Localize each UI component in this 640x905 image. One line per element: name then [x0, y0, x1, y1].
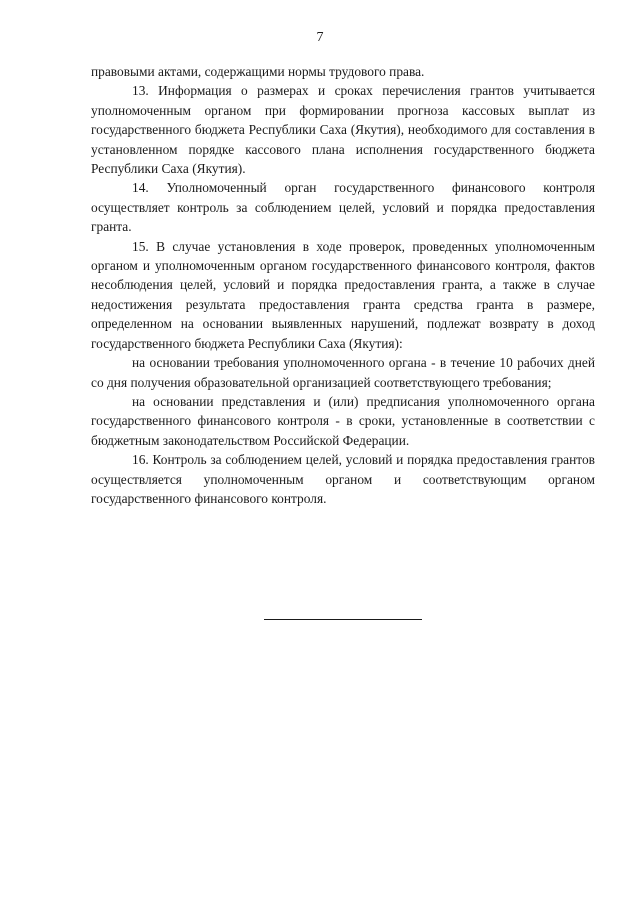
paragraph-15-item-2: на основании представления и (или) предписания уполномоченного органа государственного финансового контроля - в сроки, установленные в соответствии с бюджетным законодательством Российской Федерации. — [91, 393, 595, 448]
paragraph-16: 16. Контроль за соблюдением целей, условий и порядка предоставления грантов осуществляется уполномоченным органом и соответствующим органом государственного финансового контроля. — [91, 452, 595, 506]
paragraph-continuation: правовыми актами, содержащими нормы трудового права. — [91, 64, 425, 79]
paragraph-14: 14. Уполномоченный орган государственного финансового контроля осуществляет контроль за соблюдением целей, условий и порядка предоставления гранта. — [91, 180, 595, 235]
page-number: 7 — [316, 30, 324, 45]
paragraph-15: 15. В случае установления в ходе проверок, проведенных уполномоченным органом и уполномоченным органом государственного финансового контроля, фактов несоблюдения целей, условий и порядка предоставления гранта, а также в случае недостижения результата предоставления гранта средства гранта в размере, определенном на основании выявленных нарушений, подлежат возврату в доход государственного бюджета Республики Саха (Якутия): — [91, 238, 595, 351]
paragraph-13: 13. Информация о размерах и сроках перечисления грантов учитывается уполномоченным органом при формировании прогноза кассовых выплат из государственного бюджета Республики Саха (Якутия), необходимого для составления в установленном порядке кассового плана исполнения государственного бюджета Республики Саха (Якутия). — [91, 83, 595, 177]
document-body — [91, 62, 595, 508]
paragraph-15-item-1: на основании требования уполномоченного органа - в течение 10 рабочих дней со дня получения образовательной организацией соответствующего требования; — [91, 355, 595, 390]
end-separator-line — [264, 619, 422, 620]
